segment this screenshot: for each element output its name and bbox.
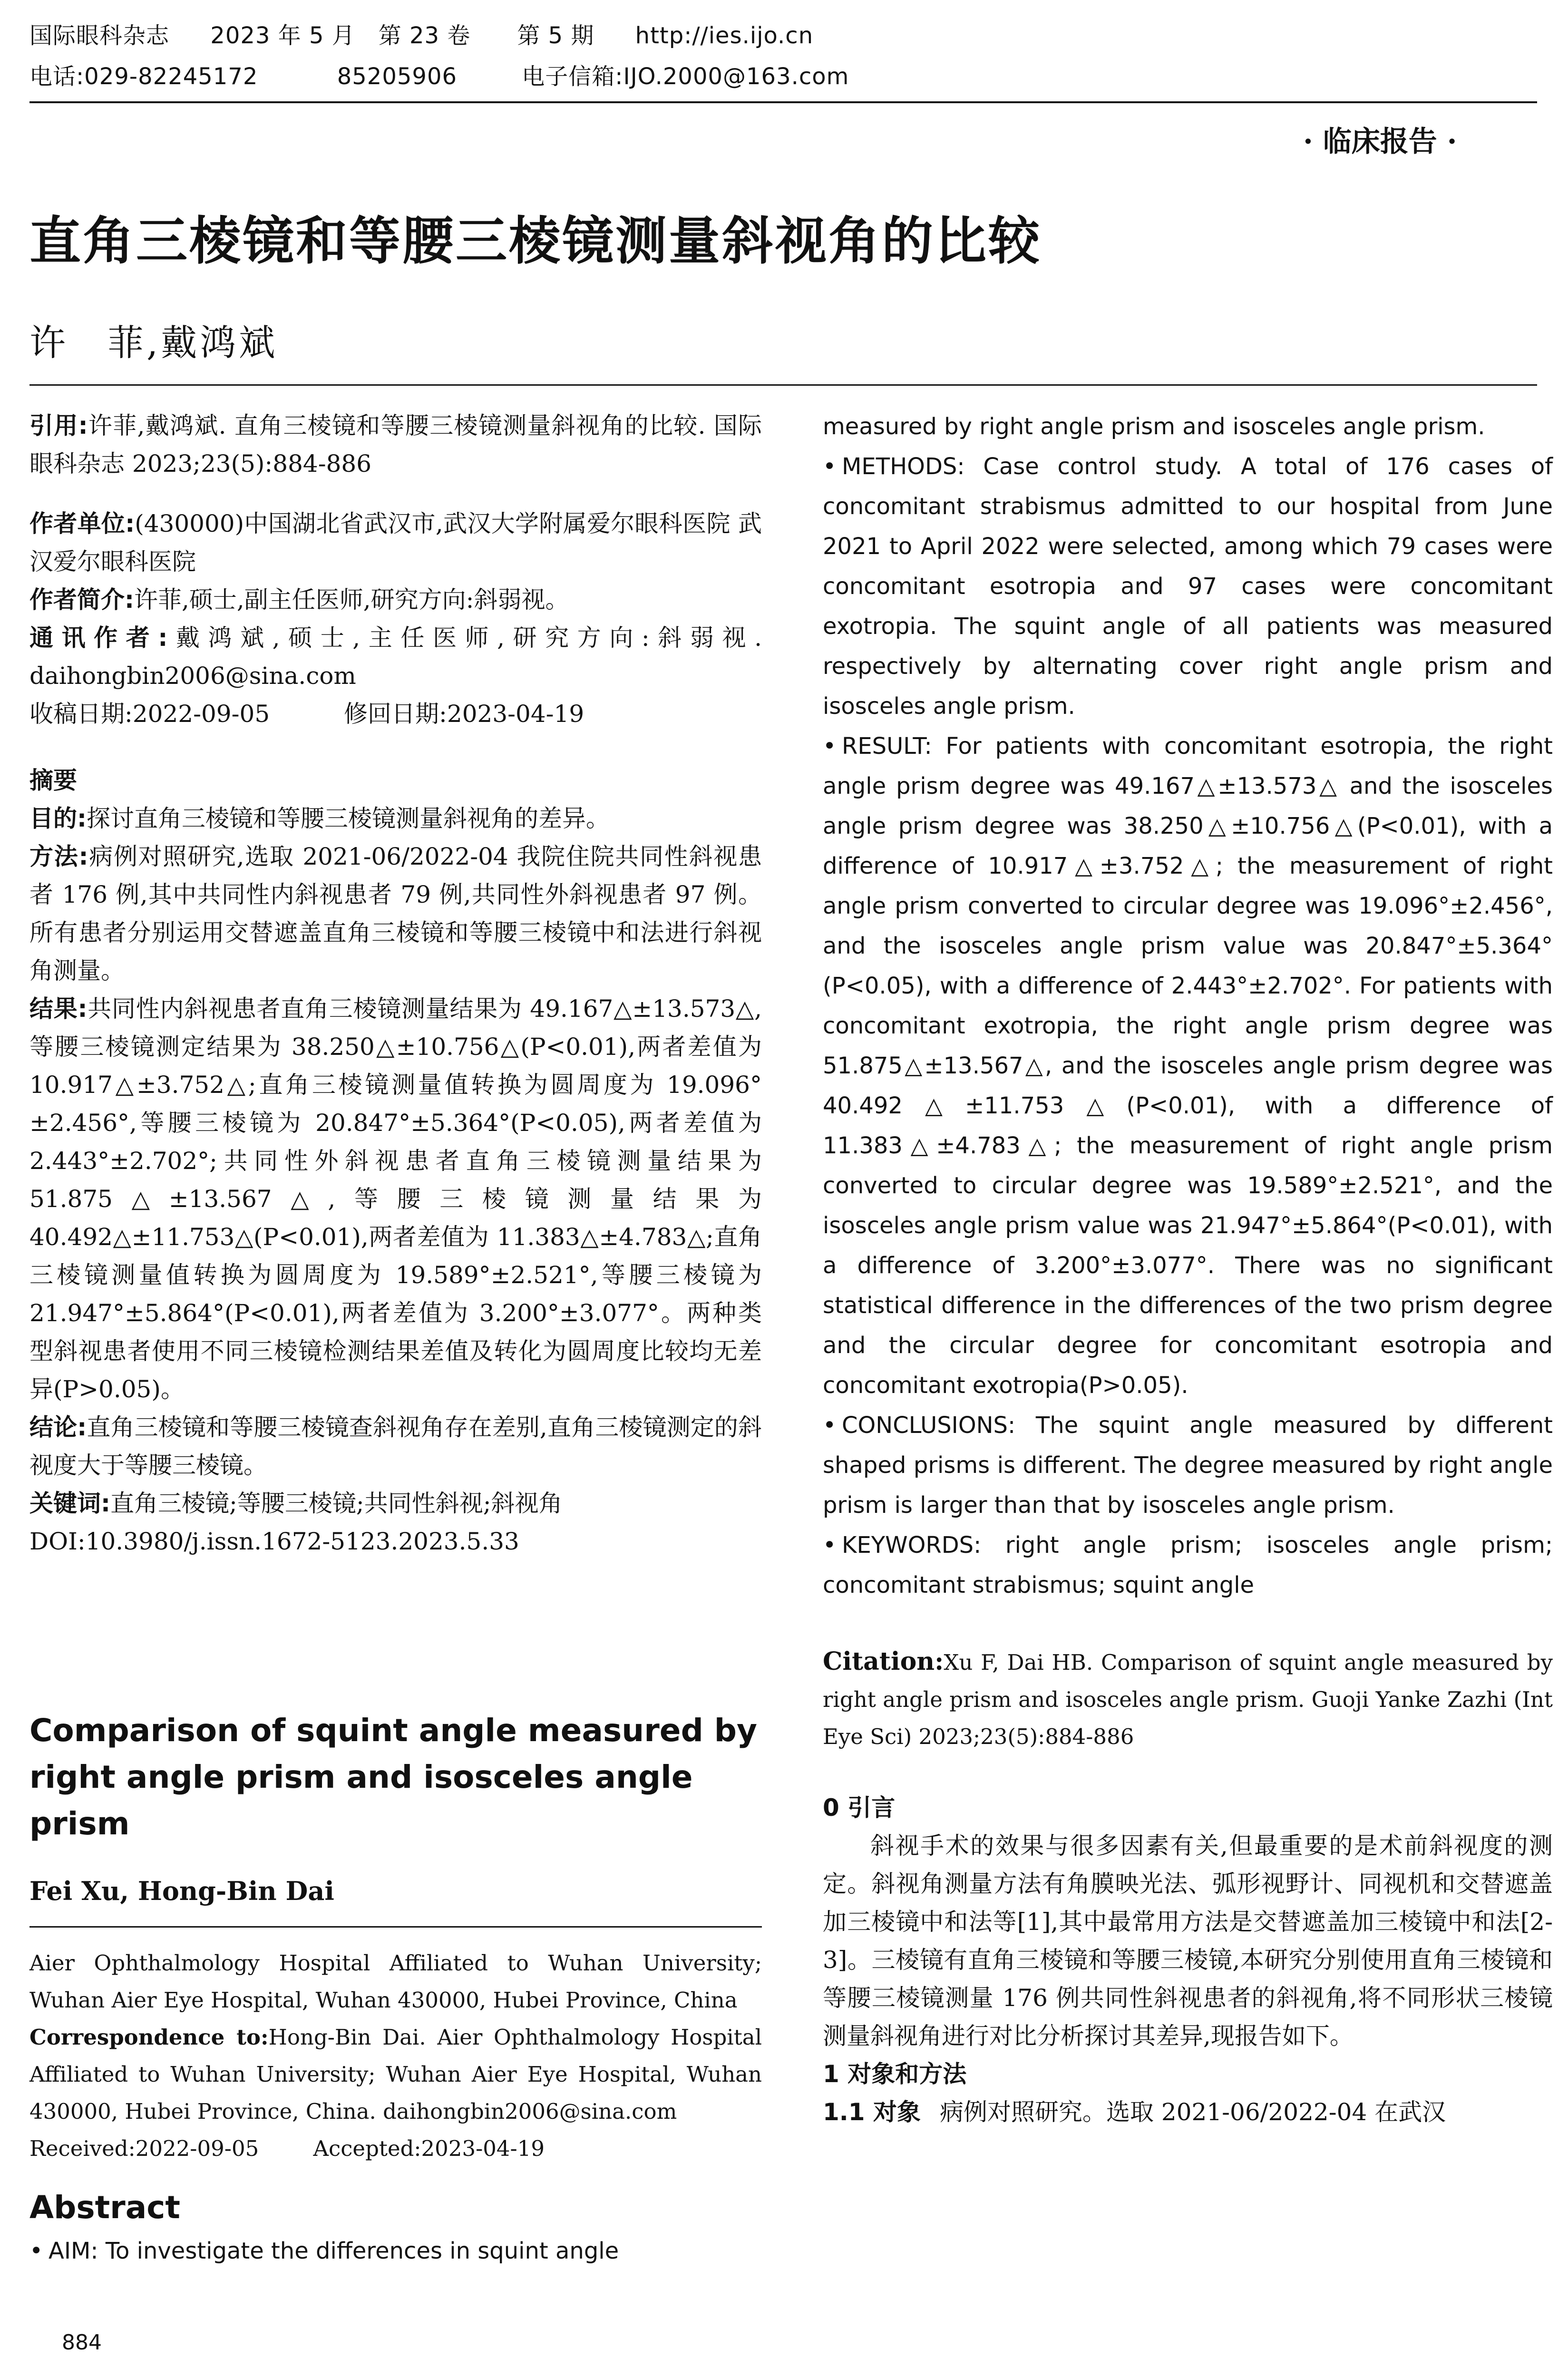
article-title: 直角三棱镜和等腰三棱镜测量斜视角的比较 xyxy=(29,212,1042,271)
page-number: 884 xyxy=(62,2330,102,2355)
abstract-result: 结果:共同性内斜视患者直角三棱镜测量结果为 49.167△±13.573△,等腰三棱镜测定结果为 38.250△±10.756△(P<0.01),两者差值为 10.917△±3.752△;直角三棱镜测量值转换为圆周度为 19.096°±2.456°,等腰三棱镜为 20.847°±5.364°(P<0.05),两者差值为 2.443°±2.702°;共同性外斜视患者直角三棱镜测量结果为 51.875△±13.567△,等腰三棱镜测量结果为 40.492△±11.753△(P<0.01),两者差值为 11.383△±4.783△;直角三棱镜测量值转换为圆周度为 19.589°±2.521°,等腰三棱镜为 21.947°±5.864°(P<0.01),两者差值为 3.200°±3.077°。两种类型斜视患者使用不同三棱镜检测结果差值及转化为圆周度比较均无差异(P>0.05)。 xyxy=(29,995,762,1403)
keywords-en: • KEYWORDS: right angle prism; isosceles angle prism; concomitant strabismus; squint angle xyxy=(823,1532,1553,1598)
intro-heading: 0 引言 xyxy=(823,1794,896,1822)
abstract-en-conclusions: • CONCLUSIONS: The squint angle measured by different shaped prisms is different. The degree measured by right angle prism is larger than that by isosceles angle prism. xyxy=(823,1412,1553,1519)
dates: 收稿日期:2022-09-05 修回日期:2023-04-19 xyxy=(29,700,584,728)
abstract-conclusion: 结论:直角三棱镜和等腰三棱镜查斜视角存在差别,直角三棱镜测定的斜视度大于等腰三棱镜。 xyxy=(29,1413,762,1479)
intro-paragraph: 斜视手术的效果与很多因素有关,但最重要的是术前斜视度的测定。斜视角测量方法有角膜映光法、弧形视野计、同视机和交替遮盖加三棱镜中和法等[1],其中最常用方法是交替遮盖加三棱镜中和法[2-3]。三棱镜有直角三棱镜和等腰三棱镜,本研究分别使用直角三棱镜和等腰三棱镜测量 176 例共同性斜视患者的斜视角,将不同形状三棱镜测量斜视角进行对比分析探讨其差异,现报告如下。 xyxy=(823,1832,1553,2050)
affiliation: 作者单位:(430000)中国湖北省武汉市,武汉大学附属爱尔眼科医院 武汉爱尔眼科医院 xyxy=(29,510,762,575)
subjects-paragraph: 1.1 对象 病例对照研究。选取 2021-06/2022-04 在武汉 xyxy=(823,2098,1446,2126)
phone: 电话:029-82245172 xyxy=(29,63,258,90)
abstract-heading: 摘要 xyxy=(29,767,77,794)
authors-en: Fei Xu, Hong-Bin Dai xyxy=(29,1876,334,1906)
citation-label: 引用: xyxy=(29,412,88,439)
keywords-zh: 关键词:直角三棱镜;等腰三棱镜;共同性斜视;斜视角 xyxy=(29,1490,563,1517)
dates-en: Received:2022-09-05 Accepted:2023-04-19 xyxy=(29,2136,545,2161)
english-rule xyxy=(29,1926,762,1928)
journal-name: 国际眼科杂志 xyxy=(29,22,170,49)
abstract-en-heading: Abstract xyxy=(29,2189,180,2226)
english-title-block xyxy=(29,1707,762,2271)
left-column xyxy=(29,407,762,1560)
methods-heading: 1 对象和方法 xyxy=(823,2060,967,2088)
author-intro: 作者简介:许菲,硕士,副主任医师,研究方向:斜弱视。 xyxy=(29,586,569,614)
citation-zh: 引用:许菲,戴鸿斌. 直角三棱镜和等腰三棱镜测量斜视角的比较. 国际眼科杂志 2023;23(5):884-886 xyxy=(29,412,762,477)
phone-2: 85205906 xyxy=(337,63,458,90)
title-en: Comparison of squint angle measured by right angle prism and isosceles angle prism xyxy=(29,1712,758,1842)
title-rule xyxy=(29,384,1537,386)
authors: 许 菲,戴鸿斌 xyxy=(29,321,278,364)
correspondence-en: Correspondence to:Hong-Bin Dai. Aier Ophthalmology Hospital Affiliated to Wuhan University; Wuhan Aier Eye Hospital, Wuhan 430000, Hubei Province, China. daihongbin2006@sina.com xyxy=(29,2025,762,2124)
affiliation-en: Aier Ophthalmology Hospital Affiliated to Wuhan University; Wuhan Aier Eye Hospital, Wuhan 430000, Hubei Province, China xyxy=(29,1950,762,2013)
right-column xyxy=(823,407,1553,2131)
section-tag: · 临床报告 · xyxy=(1303,125,1457,158)
journal-url: http://ies.ijo.cn xyxy=(635,22,814,49)
abstract-method: 方法:病例对照研究,选取 2021-06/2022-04 我院住院共同性斜视患者 176 例,其中共同性内斜视患者 79 例,共同性外斜视患者 97 例。所有患者分别运用交替遮盖直角三棱镜和等腰三棱镜中和法进行斜视角测量。 xyxy=(29,843,762,984)
doi: DOI:10.3980/j.issn.1672-5123.2023.5.33 xyxy=(29,1528,519,1555)
abstract-en-methods: • METHODS: Case control study. A total of 176 cases of concomitant strabismus admitted to our hospital from June 2021 to April 2022 were selected, among which 79 cases were concomitant esotropia and 97 cases were concomitant exotropia. The squint angle of all patients was measured respectively by alternating cover right angle prism and isosceles angle prism. xyxy=(823,453,1553,720)
abstract-en-result: • RESULT: For patients with concomitant esotropia, the right angle prism degree was 49.167△±13.573△ and the isosceles angle prism degree was 38.250△±10.756△(P<0.01), with a difference of 10.917△±3.752△; the measurement of right angle prism converted to circular degree was 19.096°±2.456°, and the isosceles angle prism value was 20.847°±5.364°(P<0.05), with a difference of 2.443°±2.702°. For patients with concomitant exotropia, the right angle prism degree was 51.875△±13.567△, and the isosceles angle prism degree was 40.492△±11.753△(P<0.01), with a difference of 11.383△±4.783△; the measurement of right angle prism converted to circular degree was 19.589°±2.521°, and the isosceles angle prism value was 21.947°±5.864°(P<0.01), with a difference of 3.200°±3.077°. There was no significant statistical difference in the differences of the two prism degree and the circular degree for concomitant esotropia and concomitant exotropia(P>0.05). xyxy=(823,733,1553,1399)
issue-info: 2023 年 5 月 第 23 卷 第 5 期 xyxy=(210,22,594,49)
header-rule xyxy=(29,101,1537,103)
abstract-en-aim-cont: measured by right angle prism and isosceles angle prism. xyxy=(823,413,1485,440)
abstract-en-aim: • AIM: To investigate the differences in squint angle xyxy=(29,2238,619,2264)
citation-en: Citation:Xu F, Dai HB. Comparison of squint angle measured by right angle prism and isosceles angle prism. Guoji Yanke Zazhi (Int Eye Sci) 2023;23(5):884-886 xyxy=(823,1647,1553,1749)
email: 电子信箱:IJO.2000@163.com xyxy=(522,63,849,90)
correspondence: 通讯作者:戴鸿斌,硕士,主任医师,研究方向:斜弱视. daihongbin2006@sina.com xyxy=(29,624,762,690)
abstract-aim: 目的:探讨直角三棱镜和等腰三棱镜测量斜视角的差异。 xyxy=(29,805,610,832)
